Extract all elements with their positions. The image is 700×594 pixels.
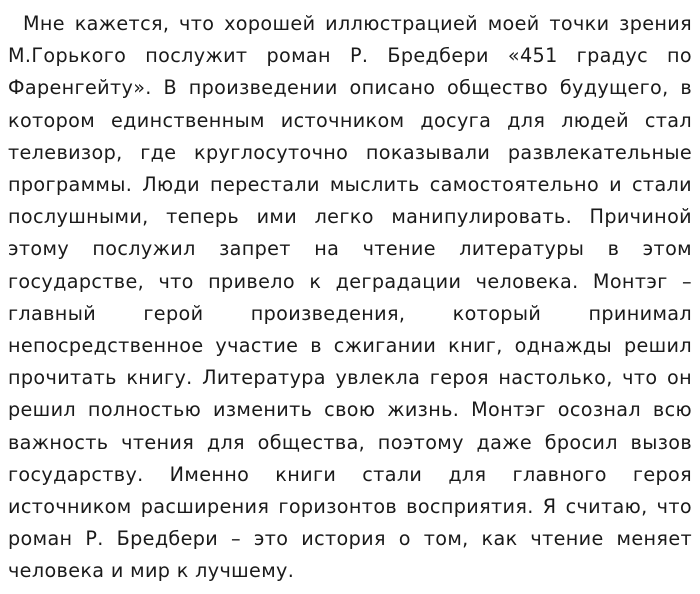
document-page <box>8 8 692 588</box>
essay-paragraph: Мне кажется, что хорошей иллюстрацией моей точки зрения М.Горького послужит роман Р. Бредбери «451 градус по Фаренгейту». В произведении описано общество будущего, в котором единственным источником досуга для людей стал телевизор, где круглосуточно показывали развлекательные программы. Люди перестали мыслить самостоятельно и стали послушными, теперь ими легко манипулировать. Причиной этому послужил запрет на чтение литературы в этом государстве, что привело к деградации человека. Монтэг – главный герой произведения, который принимал непосредственное участие в сжигании книг, однажды решил прочитать книгу. Литература увлекла героя настолько, что он решил полностью изменить свою жизнь. Монтэг осознал всю важность чтения для общества, поэтому даже бросил вызов государству. Именно книги стали для главного героя источником расширения горизонтов восприятия. Я считаю, что роман Р. Бредбери – это история о том, как чтение меняет человека и мир к лучшему. <box>8 12 692 583</box>
